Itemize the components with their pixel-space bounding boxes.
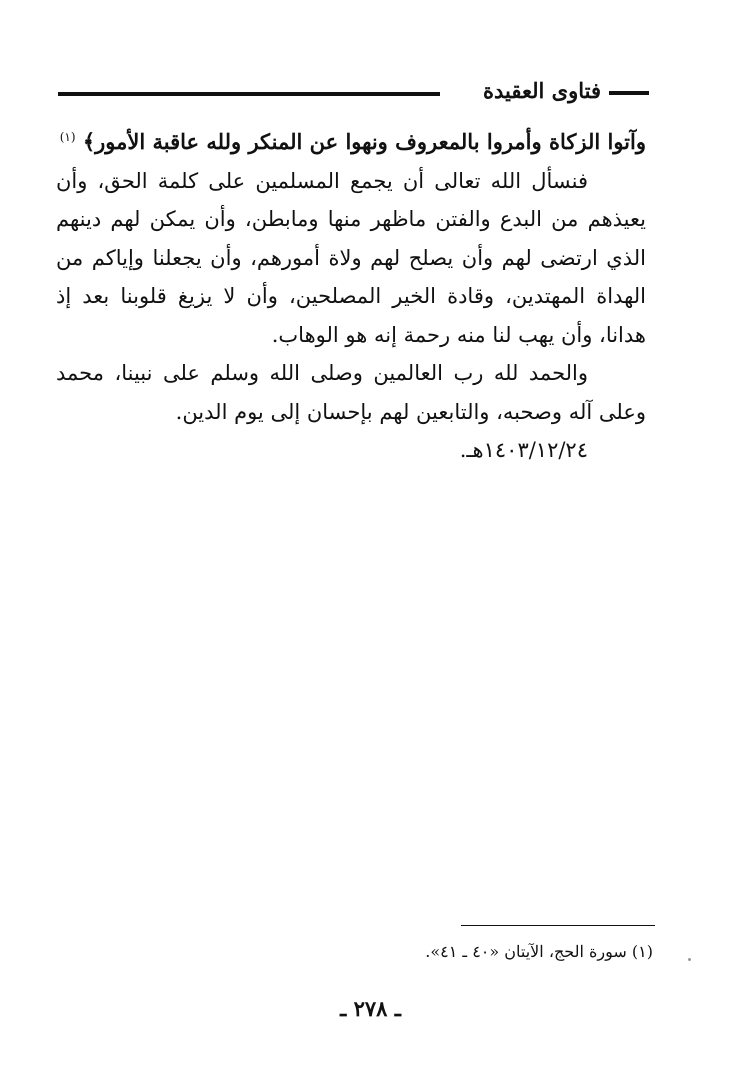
- paragraph-closing: والحمد لله رب العالمين وصلى الله وسلم على نبينا، محمد وعلى آله وصحبه، والتابعين لهم بإحسان إلى يوم الدين.: [56, 361, 646, 424]
- header-dash: [609, 91, 649, 95]
- verse-line: [56, 118, 646, 162]
- date-line: ١٤٠٣/١٢/٢٤هـ.: [459, 438, 588, 462]
- verse-text: وآتوا الزكاة وأمروا بالمعروف ونهوا عن المنكر ولله عاقبة الأمور﴾: [82, 129, 646, 154]
- scan-speck: [688, 958, 691, 961]
- footnote-rule: [461, 925, 655, 926]
- footnote: (١) سورة الحج، الآيتان «٤٠ ـ ٤١».: [425, 942, 653, 961]
- footnote-marker: (١): [59, 130, 76, 144]
- paragraph-supplication: فنسأل الله تعالى أن يجمع المسلمين على كلمة الحق، وأن يعيذهم من البدع والفتن ماظهر منها ومابطن، وأن يمكن لهم دينهم الذي ارتضى لهم وأن يصلح لهم ولاة أمورهم، وأن يجعلنا وإياكم من الهداة المهتدين، وقادة الخير المصلحين، وأن لا يزيغ قلوبنا بعد إذ هدانا، وأن يهب لنا منه رحمة إنه هو الوهاب.: [56, 168, 646, 347]
- body-text: [56, 118, 646, 470]
- running-header-title: فتاوى العقيدة: [482, 78, 601, 103]
- header-rule: [58, 92, 440, 96]
- page-number: ـ ٢٧٨ ـ: [340, 996, 401, 1021]
